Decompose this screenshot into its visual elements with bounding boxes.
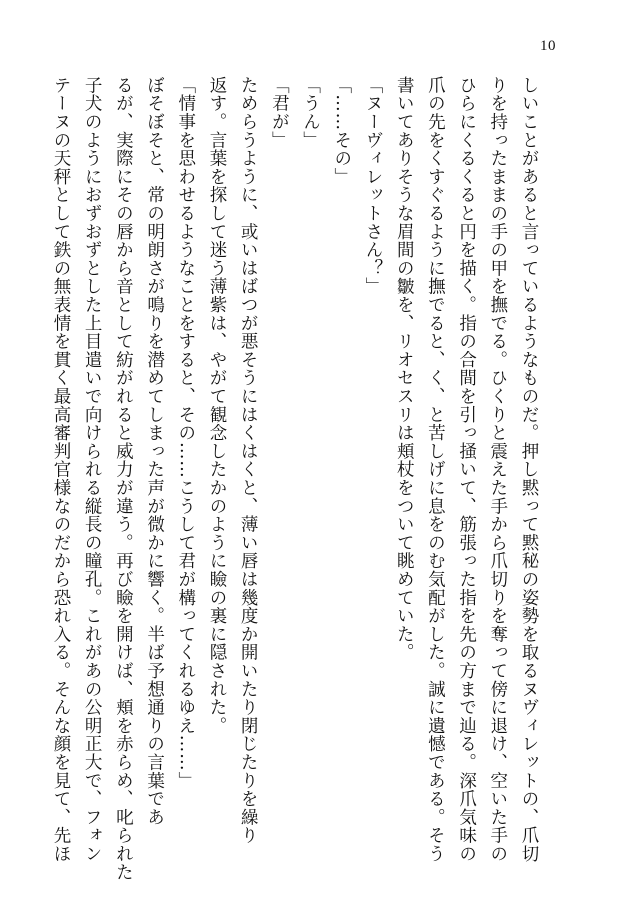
text-column: ぼそぼそと、常の明朗さが鳴りを潜めてしまった声が微かに響く。半ば予想通りの言葉であ [144, 76, 165, 827]
text-column: テーヌの天秤として鉄の無表情を貫く最高審判官様なのだから恐れ入る。そんな顔を見て、先ほ [50, 76, 71, 863]
text-column: りを持ったままの手の甲を撫でる。ひくりと震えた手から爪切りを奪って傍に退け、空いた手の [487, 76, 508, 863]
text-column: 子犬のようにおずおずとした上目遣いで向けられる縦長の瞳孔。これがあの公明正大で、フォン [82, 76, 103, 863]
dialogue-column: 「うん」 [300, 76, 321, 150]
text-column: 返す。言葉を探して迷う薄紫は、やがて観念したかのように瞼の裏に隠された。 [206, 76, 227, 735]
dialogue-column: 「君が」 [269, 76, 290, 150]
text-column: 書いてありそうな眉間の皺を、リオセスリは頬杖をついて眺めていた。 [394, 76, 415, 662]
dialogue-column: 「ヌーヴィレットさん？」 [362, 76, 383, 296]
text-column: 爪の先をくすぐるように撫でると、く、と苦しげに息をのむ気配がした。誠に遺憾である。そう [425, 76, 446, 863]
body-text [45, 76, 544, 882]
text-column: ひらにくるくると円を描く。指の合間を引っ掻いて、筋張った指を先の方まで辿る。深爪気味の [456, 76, 477, 863]
dialogue-column: 「……その」 [331, 76, 352, 186]
dialogue-column: 「情事を思わせるようなことをすると、その……こうして君が構ってくれるゆえ……」 [175, 76, 196, 790]
text-column: ためらうように、或いはばつが悪そうにはくはくと、薄い唇は幾度か開いたり閉じたりを繰り [238, 76, 259, 845]
page-number: 10 [540, 38, 556, 54]
text-column: るが、実際にその唇から音として紡がれると威力が違う。再び瞼を開けば、頬を赤らめ、叱られた [113, 76, 134, 882]
text-column: しいことがあると言っているようなものだ。押し黙って黙秘の姿勢を取るヌヴィレットの、爪切 [519, 76, 539, 863]
